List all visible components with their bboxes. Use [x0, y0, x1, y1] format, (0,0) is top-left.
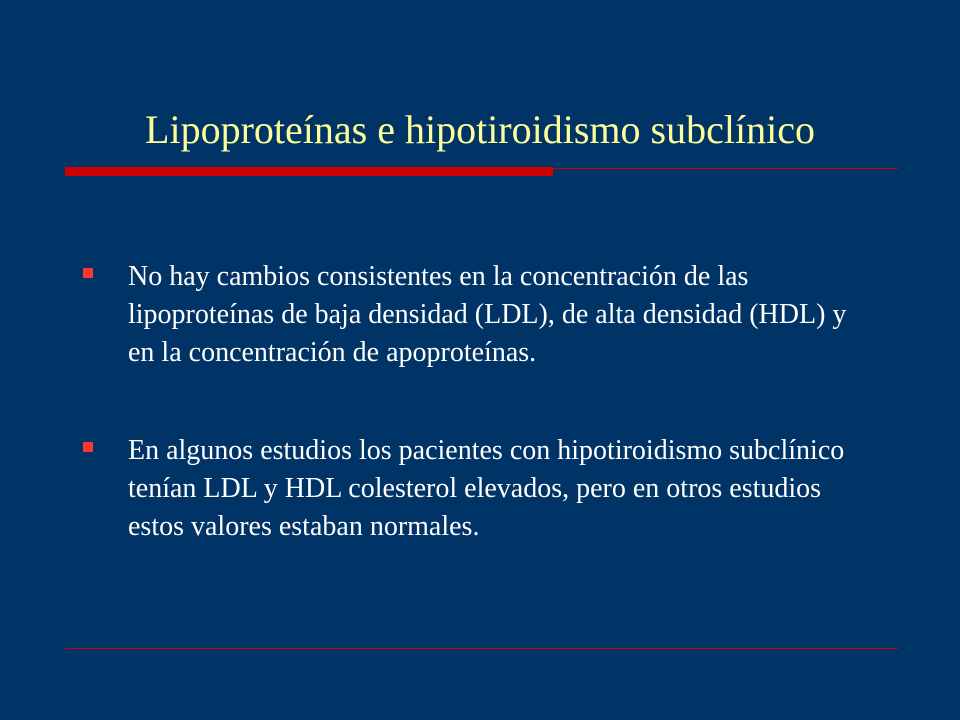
bullet-item	[78, 258, 858, 372]
bullet-list	[78, 258, 858, 546]
square-bullet-icon	[83, 268, 93, 278]
slide-title: Lipoproteínas e hipotiroidismo subclínico	[145, 107, 815, 152]
bullet-item	[78, 432, 858, 546]
title-underline-thick	[65, 167, 553, 176]
square-bullet-icon	[83, 442, 93, 452]
bullet-text: En algunos estudios los pacientes con hipotiroidismo subclínico tenían LDL y HDL colesterol elevados, pero en otros estudios estos valores estaban normales.	[128, 435, 845, 542]
footer-divider	[65, 648, 898, 649]
bullet-text: No hay cambios consistentes en la concentración de las lipoproteínas de baja densidad (LDL), de alta densidad (HDL) y en la concentración de apoproteínas.	[128, 261, 847, 368]
title-underline-thin	[553, 168, 898, 169]
